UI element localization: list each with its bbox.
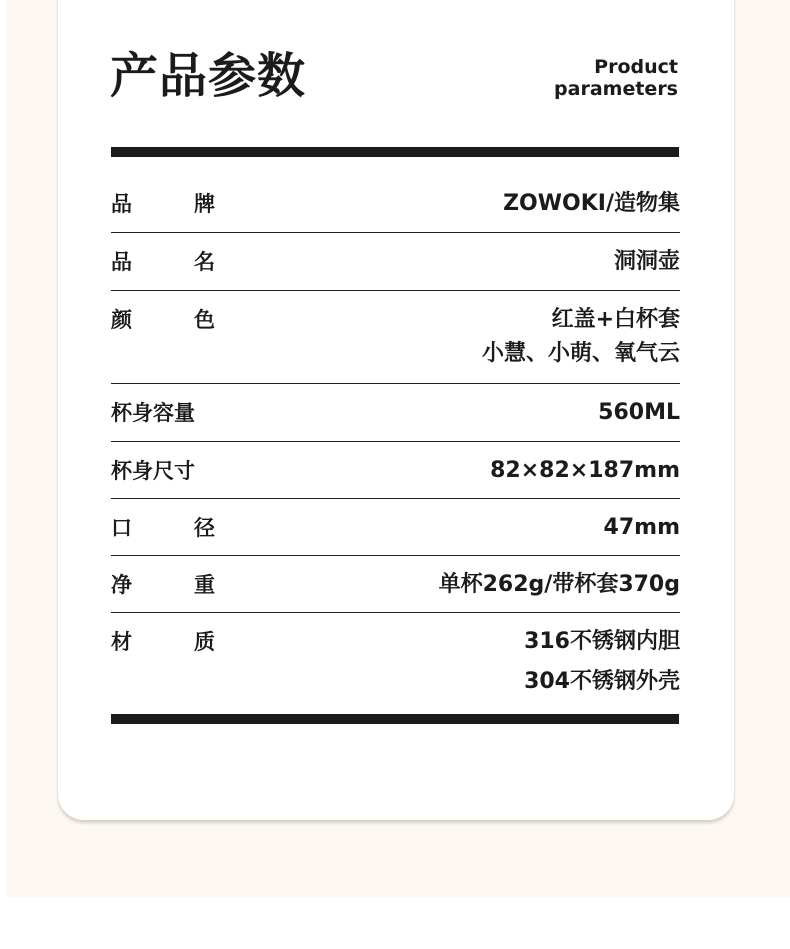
param-row-capacity [111, 384, 680, 442]
param-row-color [111, 291, 680, 384]
subtitle-line-2: parameters [554, 78, 678, 100]
param-label-char: 径 [194, 516, 215, 540]
bottom-divider-bar [111, 714, 679, 724]
param-label [111, 568, 215, 602]
param-label [111, 625, 215, 659]
param-value [439, 568, 680, 602]
parameter-table [111, 175, 680, 713]
param-row-weight [111, 556, 680, 613]
page-title: 产品参数 [110, 48, 307, 104]
param-label-char: 颜 [111, 308, 132, 332]
param-label-char: 牌 [194, 192, 215, 216]
param-label-char: 品 [111, 192, 132, 216]
param-row-size [111, 442, 680, 499]
param-value [598, 396, 680, 430]
param-value [614, 245, 680, 279]
param-label-char: 重 [194, 573, 215, 597]
param-value-line: 560ML [598, 400, 680, 425]
param-value [604, 511, 680, 545]
param-label [111, 187, 215, 221]
param-row-material [111, 613, 680, 713]
param-value-line: 316不锈钢内胆 [524, 629, 680, 654]
param-row-brand [111, 175, 680, 233]
param-label [111, 511, 215, 545]
param-row-diameter [111, 499, 680, 556]
param-label-char: 品 [111, 250, 132, 274]
param-label-char: 名 [194, 250, 215, 274]
param-value-line: 82×82×187mm [490, 458, 680, 483]
param-label-char: 材 [111, 630, 132, 654]
param-value [482, 303, 680, 371]
page-subtitle [478, 56, 678, 100]
top-divider-bar [111, 147, 679, 157]
param-value [524, 625, 680, 699]
param-label [111, 303, 215, 337]
param-value-line: 304不锈钢外壳 [524, 669, 680, 694]
param-value [503, 187, 680, 221]
param-label [111, 245, 215, 279]
param-row-name [111, 233, 680, 291]
param-value-line: 洞洞壶 [613, 249, 680, 274]
param-label-char: 净 [111, 573, 132, 597]
param-value-line: 47mm [603, 515, 680, 540]
subtitle-line-1: Product [594, 56, 678, 78]
param-label: 杯身尺寸 [111, 459, 195, 483]
param-value-line: 单杯262g/带杯套370g [438, 572, 680, 597]
param-label-char: 质 [194, 630, 215, 654]
param-label-char: 色 [194, 308, 215, 332]
param-value-line: 小慧、小萌、氧气云 [481, 341, 680, 366]
param-value-line: 红盖+白杯套 [551, 307, 680, 332]
param-value [490, 454, 680, 488]
param-value-line: ZOWOKI/造物集 [503, 191, 680, 216]
param-label-char: 口 [111, 516, 132, 540]
param-label: 杯身容量 [111, 401, 195, 425]
